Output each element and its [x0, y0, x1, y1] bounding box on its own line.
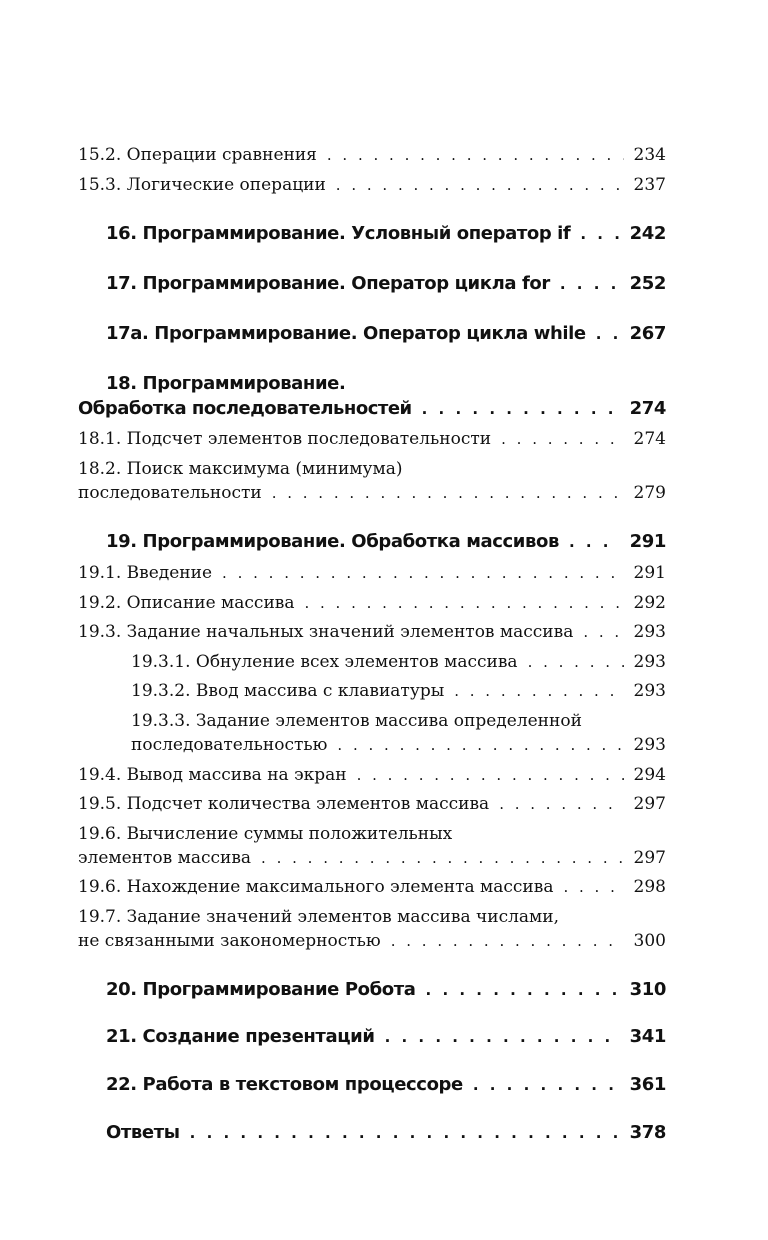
- toc-entry-title: 15.3. Логические операции: [78, 175, 326, 195]
- toc-entry-page: 293: [633, 681, 666, 701]
- toc-chapter-21: [106, 1026, 666, 1048]
- toc-entry-page: 294: [633, 765, 666, 785]
- toc-entry-title: 19.2. Описание массива: [78, 593, 295, 613]
- toc-entry-page: 234: [633, 145, 666, 165]
- toc-entry-page: 298: [633, 877, 666, 897]
- toc-entry-title: 19.3.2. Ввод массива с клавиатуры: [131, 681, 445, 701]
- toc-chapter-title: 20. Программирование Робота: [106, 979, 416, 1000]
- dot-leader: [357, 764, 624, 786]
- dot-leader: [337, 734, 623, 756]
- toc-entry-18-2: [78, 482, 666, 504]
- toc-chapter-17a: [106, 323, 666, 345]
- toc-chapter-page: 252: [629, 273, 666, 294]
- dot-leader: [454, 680, 623, 702]
- toc-chapter-title: 17. Программирование. Оператор цикла for: [106, 273, 550, 294]
- toc-entry-page: 274: [633, 429, 666, 449]
- toc-chapter-title: 21. Создание презентаций: [106, 1026, 375, 1047]
- toc-entry-19-6a: [78, 847, 666, 869]
- toc-entry-page: 297: [633, 848, 666, 868]
- toc-chapter-page: 274: [629, 398, 666, 419]
- dot-leader: [473, 1074, 620, 1096]
- toc-entry-19-6a-line1: 19.6. Вычисление суммы положительных: [78, 824, 453, 844]
- toc-entry-19-3-2: [131, 680, 666, 702]
- toc-chapter-page: 361: [629, 1074, 666, 1095]
- toc-chapter-page: 291: [629, 531, 666, 552]
- toc-chapter-title: 22. Работа в текстовом процессоре: [106, 1074, 463, 1095]
- toc-chapter-title: Ответы: [106, 1122, 180, 1143]
- dot-leader: [272, 482, 624, 504]
- dot-leader: [501, 428, 623, 450]
- toc-entry-19-3: [78, 621, 666, 643]
- toc-chapter-title: Обработка последовательностей: [78, 398, 412, 419]
- toc-entry-19-3-3: [131, 734, 666, 756]
- dot-leader: [422, 398, 620, 420]
- toc-entry-19-1: [78, 562, 666, 584]
- toc-entry-page: 300: [633, 931, 666, 951]
- toc-entry-19-4: [78, 764, 666, 786]
- dot-leader: [583, 621, 623, 643]
- toc-chapter-16: [106, 223, 666, 245]
- toc-entry-title: последовательности: [78, 483, 262, 503]
- toc-entry-page: 297: [633, 794, 666, 814]
- toc-chapter-page: 267: [629, 323, 666, 344]
- dot-leader: [569, 531, 620, 553]
- toc-chapter-title: 16. Программирование. Условный оператор if: [106, 223, 571, 244]
- toc-entry-title: не связанными закономерностью: [78, 931, 381, 951]
- toc-chapter-page: 242: [629, 223, 666, 244]
- dot-leader: [391, 930, 624, 952]
- toc-entry-19-2: [78, 592, 666, 614]
- toc-entry-19-7: [78, 930, 666, 952]
- dot-leader: [261, 847, 624, 869]
- toc-entry-title: 19.6. Нахождение максимального элемента массива: [78, 877, 554, 897]
- toc-entry-title: 19.1. Введение: [78, 563, 213, 583]
- toc-entry-title: элементов массива: [78, 848, 252, 868]
- dot-leader: [499, 793, 623, 815]
- toc-chapter-page: 378: [629, 1122, 666, 1143]
- toc-entry-page: 293: [633, 735, 666, 755]
- toc-chapter-18-line1: 18. Программирование.: [106, 373, 346, 394]
- toc-chapter-20: [106, 979, 666, 1001]
- dot-leader: [190, 1122, 620, 1144]
- toc-entry-title: 19.4. Вывод массива на экран: [78, 765, 347, 785]
- toc-entry-page: 279: [633, 483, 666, 503]
- toc-chapter-18: [78, 398, 666, 420]
- toc-entry-title: 19.5. Подсчет количества элементов массива: [78, 794, 490, 814]
- toc-chapter-page: 341: [629, 1026, 666, 1047]
- toc-entry-title: 19.3.1. Обнуление всех элементов массива: [131, 652, 518, 672]
- toc-chapter-19: [106, 531, 666, 553]
- toc-entry-page: 292: [633, 593, 666, 613]
- toc-entry-page: 293: [633, 622, 666, 642]
- toc-entry-title: 18.1. Подсчет элементов последовательности: [78, 429, 492, 449]
- dot-leader: [336, 174, 624, 196]
- toc-entry-18-1: [78, 428, 666, 450]
- dot-leader: [596, 323, 620, 345]
- dot-leader: [580, 223, 619, 245]
- dot-leader: [222, 562, 624, 584]
- toc-chapter-page: 310: [629, 979, 666, 1000]
- dot-leader: [528, 651, 624, 673]
- toc-entry-page: 293: [633, 652, 666, 672]
- toc-entry-title: 15.2. Операции сравнения: [78, 145, 317, 165]
- toc-chapter-17: [106, 273, 666, 295]
- toc-entry-19-5: [78, 793, 666, 815]
- toc-chapter-title: 17а. Программирование. Оператор цикла while: [106, 323, 586, 344]
- toc-chapter-answers: [106, 1122, 666, 1144]
- dot-leader: [385, 1026, 620, 1048]
- dot-leader: [426, 979, 620, 1001]
- dot-leader: [560, 273, 620, 295]
- toc-entry-title: последовательностью: [131, 735, 328, 755]
- dot-leader: [327, 144, 624, 166]
- toc-entry-page: 291: [633, 563, 666, 583]
- toc-chapter-22: [106, 1074, 666, 1096]
- toc-entry-page: 237: [633, 175, 666, 195]
- toc-entry-15-2: [78, 144, 666, 166]
- toc-entry-19-7-line1: 19.7. Задание значений элементов массива числами,: [78, 907, 559, 927]
- toc-entry-title: 19.3. Задание начальных значений элементов массива: [78, 622, 574, 642]
- toc-entry-19-6b: [78, 876, 666, 898]
- toc-chapter-title: 19. Программирование. Обработка массивов: [106, 531, 559, 552]
- toc-entry-19-3-3-line1: 19.3.3. Задание элементов массива определенной: [131, 711, 582, 731]
- toc-entry-15-3: [78, 174, 666, 196]
- toc-entry-18-2-line1: 18.2. Поиск максимума (минимума): [78, 459, 403, 479]
- dot-leader: [563, 876, 623, 898]
- dot-leader: [304, 592, 623, 614]
- toc-entry-19-3-1: [131, 651, 666, 673]
